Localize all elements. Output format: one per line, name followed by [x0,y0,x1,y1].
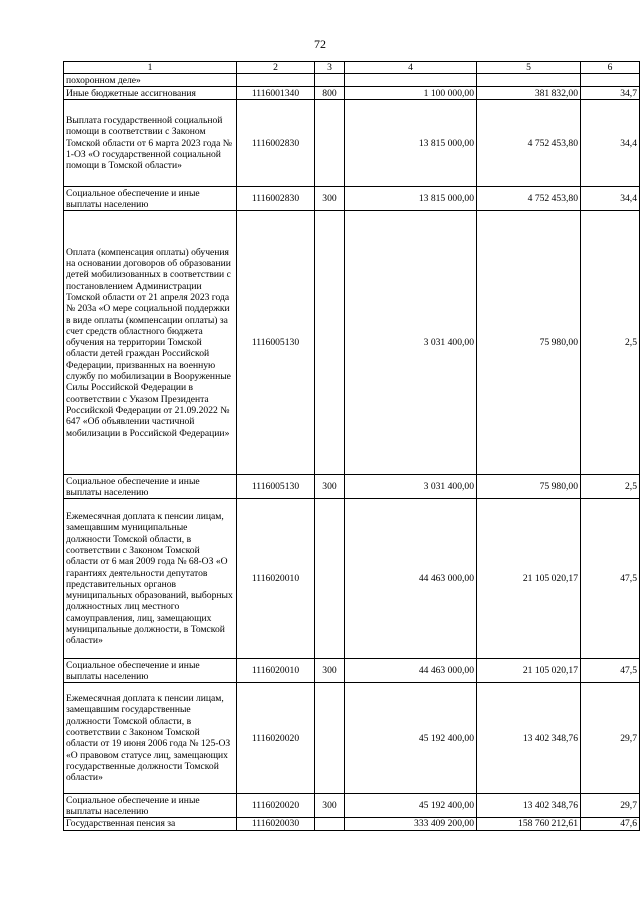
row-code: 1116020020 [237,794,315,818]
row-executed: 13 402 348,76 [477,794,581,818]
row-percent: 2,5 [581,211,640,475]
row-name: Социальное обеспечение и иные выплаты населению [64,187,237,211]
row-planned: 44 463 000,00 [345,499,477,659]
header-cell-4: 4 [345,62,477,74]
row-percent: 2,5 [581,475,640,499]
table-row [64,100,640,187]
row-executed: 75 980,00 [477,475,581,499]
row-type [315,683,345,794]
row-planned: 45 192 400,00 [345,683,477,794]
row-type: 300 [315,187,345,211]
row-percent: 29,7 [581,794,640,818]
row-name: Ежемесячная доплата к пенсии лицам, замещавшим государственные должности Томской области, в соответствии с Законом Томской области от 19 июня 2006 года № 125-ОЗ «О правовом статусе лиц, замещающих государственные должности Томской области» [64,683,237,794]
row-code: 1116005130 [237,211,315,475]
table-row [64,659,640,683]
row-code: 1116005130 [237,475,315,499]
header-cell-2: 2 [237,62,315,74]
row-percent: 47,6 [581,818,640,830]
row-planned: 13 815 000,00 [345,100,477,187]
row-code [237,74,315,87]
row-type [315,818,345,830]
row-name: Оплата (компенсация оплаты) обучения на основании договоров об образовании детей мобилизованных в соответствии с постановлением Администрации Томской области от 21 апреля 2023 года № 203а «О мере социальной поддержки в виде оплаты (компенсации оплаты) за счет средств областного бюджета обучения на территории Томской области детей граждан Российской Федерации, призванных на военную службу по мобилизации в Вооруженные Силы Российской Федерации в соответствии с Указом Президента Российской Федерации от 21.09.2022 № 647 «Об объявлении частичной мобилизации в Российской Федерации» [64,211,237,475]
row-type [315,211,345,475]
row-name: Ежемесячная доплата к пенсии лицам, замещавшим муниципальные должности Томской области, в соответствии с Законом Томской области от 6 мая 2009 года № 68-ОЗ «О гарантиях деятельности депутатов представительных органов муниципальных образований, выборных должностных лиц местного самоуправления, лиц, замещающих муниципальные должности, в Томской области» [64,499,237,659]
row-planned [345,74,477,87]
row-executed: 21 105 020,17 [477,659,581,683]
row-planned: 3 031 400,00 [345,211,477,475]
table-row [64,683,640,794]
row-planned: 1 100 000,00 [345,87,477,100]
row-code: 1116020010 [237,659,315,683]
row-percent [581,74,640,87]
page-number: 72 [314,37,326,51]
table-row [64,187,640,211]
row-name: Государственная пенсия за [64,818,237,830]
row-name: Социальное обеспечение и иные выплаты населению [64,659,237,683]
row-type: 800 [315,87,345,100]
row-type [315,100,345,187]
table-row [64,794,640,818]
header-cell-5: 5 [477,62,581,74]
row-planned: 13 815 000,00 [345,187,477,211]
table-row [64,74,640,87]
row-code: 1116020030 [237,818,315,830]
header-cell-3: 3 [315,62,345,74]
row-code: 1116002830 [237,187,315,211]
row-percent: 29,7 [581,683,640,794]
header-cell-6: 6 [581,62,640,74]
table-row [64,499,640,659]
row-name: Иные бюджетные ассигнования [64,87,237,100]
row-percent: 34,4 [581,100,640,187]
table-header-row [64,62,640,74]
row-type [315,74,345,87]
row-name: Социальное обеспечение и иные выплаты населению [64,794,237,818]
row-percent: 34,4 [581,187,640,211]
row-executed: 75 980,00 [477,211,581,475]
row-planned: 44 463 000,00 [345,659,477,683]
header-cell-1: 1 [64,62,237,74]
row-planned: 333 409 200,00 [345,818,477,830]
row-executed: 4 752 453,80 [477,187,581,211]
row-percent: 47,5 [581,659,640,683]
row-code: 1116002830 [237,100,315,187]
row-planned: 3 031 400,00 [345,475,477,499]
row-percent: 47,5 [581,499,640,659]
row-executed [477,74,581,87]
row-name: похоронном деле» [64,74,237,87]
row-executed: 13 402 348,76 [477,683,581,794]
row-executed: 158 760 212,61 [477,818,581,830]
table-row [64,87,640,100]
row-type: 300 [315,794,345,818]
row-executed: 21 105 020,17 [477,499,581,659]
row-name: Социальное обеспечение и иные выплаты населению [64,475,237,499]
row-executed: 4 752 453,80 [477,100,581,187]
table-row [64,475,640,499]
row-type [315,499,345,659]
table-row [64,818,640,830]
row-type: 300 [315,659,345,683]
row-percent: 34,7 [581,87,640,100]
budget-table [63,61,640,831]
row-planned: 45 192 400,00 [345,794,477,818]
row-code: 1116001340 [237,87,315,100]
row-name: Выплата государственной социальной помощи в соответствии с Законом Томской области от 6 марта 2023 года № 1-ОЗ «О государственной социальной помощи в Томской области» [64,100,237,187]
row-code: 1116020020 [237,683,315,794]
row-code: 1116020010 [237,499,315,659]
table-row [64,211,640,475]
row-executed: 381 832,00 [477,87,581,100]
row-type: 300 [315,475,345,499]
